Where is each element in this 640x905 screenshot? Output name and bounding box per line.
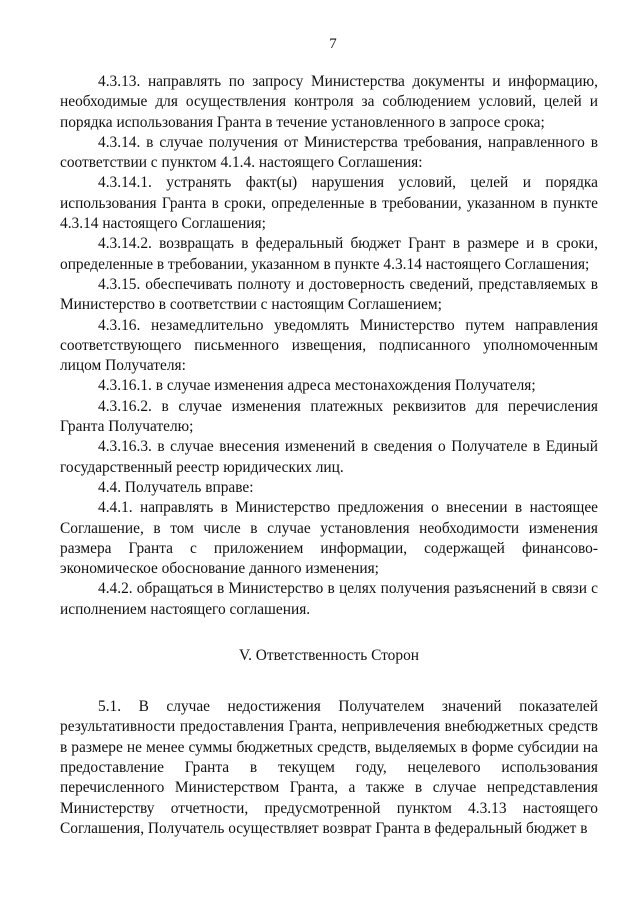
clause-4-4-2: 4.4.2. обращаться в Министерство в целях получения разъяснений в связи с исполнением настоящего соглашения. xyxy=(60,580,598,618)
page-number: 7 xyxy=(329,36,337,52)
clause-4-3-14: 4.3.14. в случае получения от Министерства требования, направленного в соответствии с пунктом 4.1.4. настоящего Соглашения: xyxy=(60,133,598,172)
clause-4-3-14-1: 4.3.14.1. устранять факт(ы) нарушения условий, целей и порядка использования Гранта в сроки, определенные в требовании, указанном в пункте 4.3.14 настоящего Соглашения; xyxy=(60,174,598,233)
clause-4-3-15: 4.3.15. обеспечивать полноту и достоверность сведений, представляемых в Министерство в соответствии с настоящим Соглашением; xyxy=(60,275,598,314)
clause-4-3-16-2: 4.3.16.2. в случае изменения платежных реквизитов для перечисления Гранта Получателю; xyxy=(60,397,598,436)
clause-4-3-16: 4.3.16. незамедлительно уведомлять Министерство путем направления соответствующего письменного извещения, подписанного уполномоченным лицом Получателя: xyxy=(60,316,598,375)
clause-list xyxy=(60,72,598,620)
clause-4-4-1: 4.4.1. направлять в Министерство предложения о внесении в настоящее Соглашение, в том числе в случае установления необходимости изменения размера Гранта с приложением информации, содержащей финансово-экономическое обоснование данного изменения; xyxy=(60,499,598,578)
clause-4-3-14-2: 4.3.14.2. возвращать в федеральный бюджет Грант в размере и в сроки, определенные в требовании, указанном в пункте 4.3.14 настоящего Соглашения; xyxy=(60,235,598,273)
clause-4-3-16-3: 4.3.16.3. в случае внесения изменений в сведения о Получателе в Единый государственный реестр юридических лиц. xyxy=(60,438,598,476)
clause-5-1: 5.1. В случае недостижения Получателем значений показателей результативности предоставления Гранта, непривлечения внебюджетных средств в размере не менее суммы бюджетных средств, выделяемых в форме субсидии на предоставление Гранта в текущем году, нецелевого использования перечисленного Министерством Гранта, а также в случае непредставления Министерству отчетности, предусмотренной пунктом 4.3.13 настоящего Соглашения, Получатель осуществляет возврат Гранта в федеральный бюджет в xyxy=(60,698,598,837)
section-body xyxy=(60,697,598,839)
section-heading: V. Ответственность Сторон xyxy=(238,647,420,665)
clause-4-3-16-1: 4.3.16.1. в случае изменения адреса местонахождения Получателя; xyxy=(98,377,536,395)
clause-4-3-13: 4.3.13. направлять по запросу Министерства документы и информацию, необходимые для осуществления контроля за соблюдением условий, целей и порядка использования Гранта в течение установленного в запросе срока; xyxy=(60,73,598,131)
clause-4-4: 4.4. Получатель вправе: xyxy=(98,478,254,496)
